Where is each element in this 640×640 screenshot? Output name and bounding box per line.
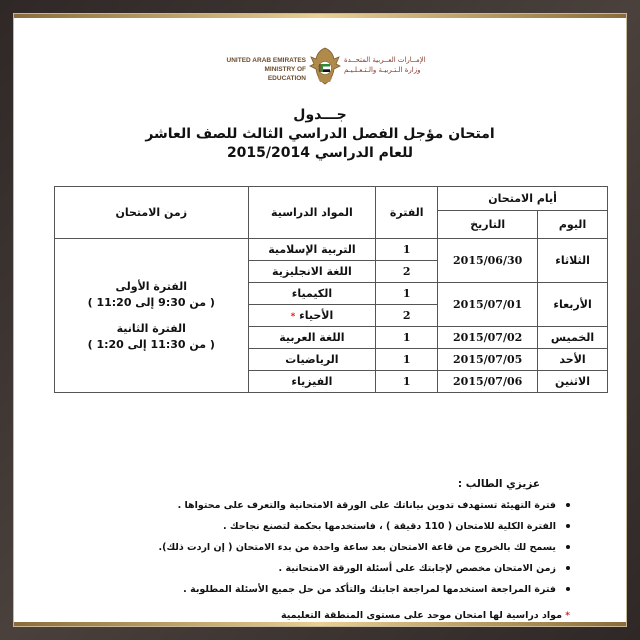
bullet-icon xyxy=(566,503,570,507)
cell-subject: الفيزياء xyxy=(248,371,376,393)
bullet-icon xyxy=(566,524,570,528)
cell-subject: اللغة العربية xyxy=(248,327,376,349)
list-item xyxy=(54,516,556,537)
first-period-label: الفترة الأولى xyxy=(115,279,188,293)
header-period: الفترة xyxy=(376,187,438,239)
cell-date: 2015/06/30 xyxy=(438,239,538,283)
second-period-label: الفترة الثانية xyxy=(116,321,186,335)
title-line1: جـــدول xyxy=(293,107,347,123)
exam-schedule-table xyxy=(54,186,608,393)
uae-emblem-icon xyxy=(308,44,342,88)
cell-subject: الرياضيات xyxy=(248,349,376,371)
list-item xyxy=(54,558,556,579)
footnote-text: مواد دراسية لها امتحان موحد على مستوى المنطقة التعليمية xyxy=(281,610,562,621)
top-gold-border xyxy=(14,14,626,18)
note-text: فترة المراجعة استخدمها لمراجعة اجابتك والتأكد من حل جميع الأسئلة المطلوبة . xyxy=(183,584,556,595)
cell-date: 2015/07/01 xyxy=(438,283,538,327)
bullet-icon xyxy=(566,545,570,549)
note-text: الفترة الكلية للامتحان ( 110 دقيقة ) ، فاستخدمها بحكمة لتصنع نجاحك . xyxy=(223,521,556,532)
table-row xyxy=(55,239,608,261)
cell-subject: التربية الإسلامية xyxy=(248,239,376,261)
note-text: فترة التهيئة تستهدف تدوين بياناتك على الورقة الامتحانية والتعرف على محتواها . xyxy=(177,500,556,511)
unified-exam-star-icon: * xyxy=(290,312,296,322)
bullet-icon xyxy=(566,566,570,570)
bullet-icon xyxy=(566,587,570,591)
cell-day: الخميس xyxy=(538,327,608,349)
list-item xyxy=(54,537,556,558)
note-text: يسمح لك بالخروج من قاعة الامتحان بعد ساعة واحدة من بدء الامتحان ( إن اردت ذلك). xyxy=(158,542,556,553)
cell-period: 1 xyxy=(376,239,438,261)
cell-day: الثلاثاء xyxy=(538,239,608,283)
cell-period: 1 xyxy=(376,349,438,371)
logo-en-line1: UNITED ARAB EMIRATES xyxy=(226,57,306,64)
cell-day: الأحد xyxy=(538,349,608,371)
logo-arabic-text xyxy=(344,55,430,75)
document-titles xyxy=(14,106,626,163)
bottom-gold-border xyxy=(14,622,626,626)
title-line2: امتحان مؤجل الفصل الدراسي الثالث للصف العاشر xyxy=(145,126,495,142)
logo-english-text xyxy=(226,56,306,83)
logo-en-line2: MINISTRY OF EDUCATION xyxy=(264,66,306,82)
document-page xyxy=(14,14,626,626)
notes-greeting: عزيزي الطالب : xyxy=(457,478,540,490)
list-item xyxy=(54,579,556,600)
notes-list xyxy=(54,495,574,600)
cell-period: 1 xyxy=(376,371,438,393)
cell-period: 1 xyxy=(376,283,438,305)
first-period-range: ( من 9:30 إلى 11:20 ) xyxy=(87,295,215,309)
note-text: زمن الامتحان مخصص لإجابتك على أسئلة الورقة الامتحانية . xyxy=(278,563,556,574)
cell-exam-time xyxy=(55,239,249,393)
cell-period: 1 xyxy=(376,327,438,349)
cell-subject: الكيمياء xyxy=(248,283,376,305)
header-exam-time: زمن الامتحان xyxy=(55,187,249,239)
cell-day: الأربعاء xyxy=(538,283,608,327)
footnote-star-icon: * xyxy=(565,611,570,621)
cell-day: الاثنين xyxy=(538,371,608,393)
title-line3: للعام الدراسي 2015/2014 xyxy=(226,145,414,161)
cell-date: 2015/07/06 xyxy=(438,371,538,393)
header-date: التاريخ xyxy=(438,211,538,239)
cell-subject: اللغة الانجليزية xyxy=(248,261,376,283)
footnote xyxy=(54,610,574,621)
cell-period: 2 xyxy=(376,261,438,283)
header-exam-days: أيام الامتحان xyxy=(438,187,608,211)
header-day: اليوم xyxy=(538,211,608,239)
cell-date: 2015/07/05 xyxy=(438,349,538,371)
cell-subject xyxy=(248,305,376,327)
subject-text: الأحياء xyxy=(299,309,334,322)
cell-period: 2 xyxy=(376,305,438,327)
second-period-range: ( من 11:30 إلى 1:20 ) xyxy=(87,337,215,351)
student-notes xyxy=(54,478,574,621)
list-item xyxy=(54,495,556,516)
header-subjects: المواد الدراسية xyxy=(248,187,376,239)
ministry-logo xyxy=(14,36,626,96)
cell-date: 2015/07/02 xyxy=(438,327,538,349)
logo-ar-line1: الإمــارات العــربية المتحــدة xyxy=(344,56,426,64)
logo-ar-line2: وزارة الـتـربيـة والـتـعـلـيـم xyxy=(344,66,421,74)
